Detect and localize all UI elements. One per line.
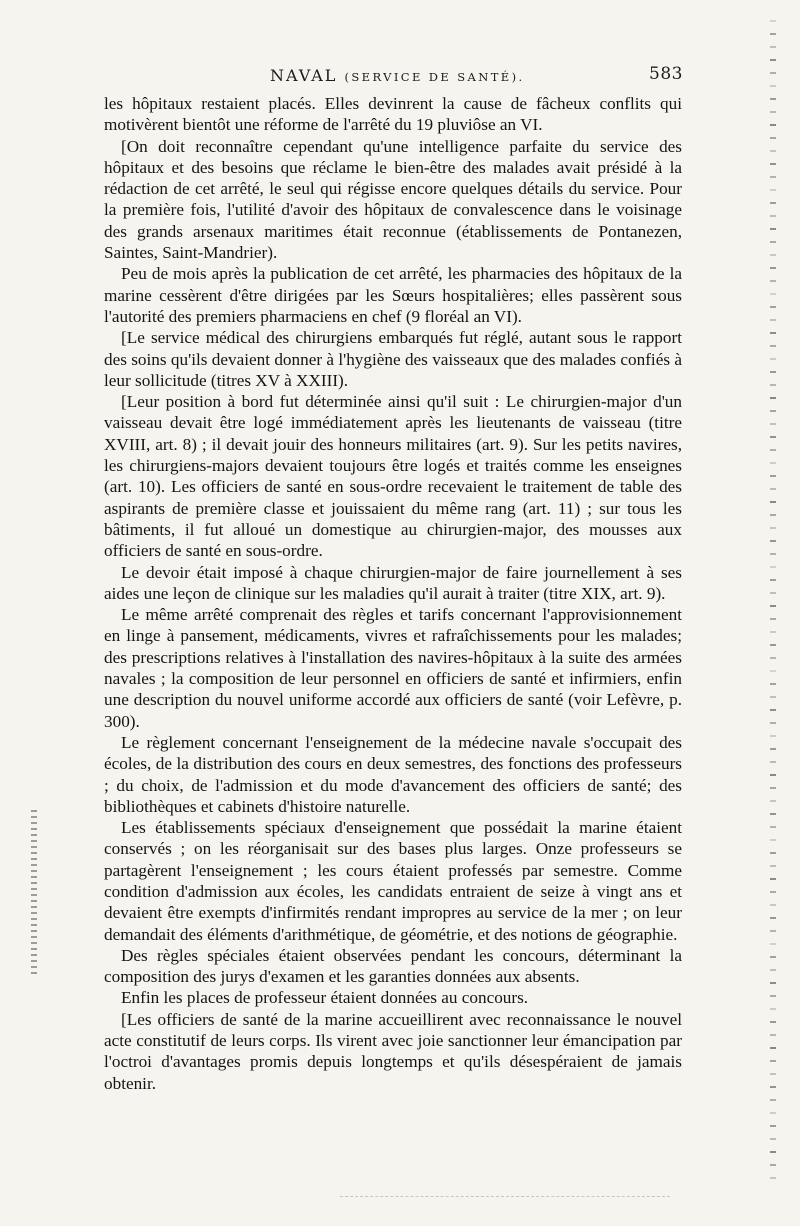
scan-margin-marks-left bbox=[31, 810, 39, 980]
paragraph: Le même arrêté comprenait des règles et tarifs concernant l'approvisionnement en linge à pansement, médicaments, vivres et rafraîchissements pour les malades; des prescriptions relatives à l'installation des navires-hôpitaux à la suite des armées navales ; la composition de leur personnel en officiers de santé et infirmiers, enfin une description du nouvel uniforme accordé aux officiers de santé (voir Lefèvre, p. 300). bbox=[104, 605, 682, 731]
scan-tick bbox=[770, 839, 776, 841]
scan-tick bbox=[770, 709, 776, 711]
scan-tick bbox=[770, 943, 776, 945]
scan-tick bbox=[770, 33, 776, 35]
scan-tick bbox=[770, 761, 776, 763]
running-title-sub: (SERVICE DE SANTÉ). bbox=[344, 70, 525, 84]
scan-tick bbox=[770, 449, 776, 451]
scan-tick bbox=[31, 882, 37, 884]
scan-tick bbox=[31, 924, 37, 926]
scan-tick bbox=[770, 800, 776, 802]
scan-margin-marks-right bbox=[770, 20, 778, 1200]
scan-tick bbox=[770, 579, 776, 581]
paragraph: [On doit reconnaître cependant qu'une intelligence parfaite du service des hôpitaux et des besoins que réclame le bien-être des malades avait présidé à la rédaction de cet arrêté, le seul qui régisse encore quelques détails du service. Pour la première fois, l'utilité d'avoir des hôpitaux de convalescence dans le voisinage des grands arsenaux maritimes était reconnue (établissements de Pontanezen, Saintes, Saint-Mandrier). bbox=[104, 136, 682, 263]
scan-tick bbox=[770, 163, 776, 165]
scan-tick bbox=[31, 864, 37, 866]
scan-tick bbox=[770, 319, 776, 321]
scan-tick bbox=[770, 618, 776, 620]
scan-tick bbox=[770, 566, 776, 568]
scan-tick bbox=[770, 124, 776, 126]
scan-tick bbox=[31, 936, 37, 938]
paragraph: [Le service médical des chirurgiens embarqués fut réglé, autant sous le rapport des soins qu'ils devaient donner à l'hygiène des vaisseaux que des malades confiés à leur sollicitude (titres XV à XXIII). bbox=[104, 328, 682, 390]
scan-tick bbox=[31, 822, 37, 824]
scan-tick bbox=[770, 1008, 776, 1010]
scan-tick bbox=[770, 1021, 776, 1023]
scan-tick bbox=[770, 397, 776, 399]
scan-tick bbox=[770, 410, 776, 412]
scan-tick bbox=[770, 1164, 776, 1166]
scan-tick bbox=[770, 956, 776, 958]
paragraph: Le règlement concernant l'enseignement de la médecine navale s'occupait des écoles, de la distribution des cours en deux semestres, des fonctions des professeurs ; du choix, de l'admission et du mode d'avancement des officiers de santé; des bibliothèques et cabinets d'histoire naturelle. bbox=[104, 732, 682, 816]
scan-tick bbox=[770, 969, 776, 971]
body-text bbox=[104, 93, 682, 1094]
scan-tick bbox=[770, 85, 776, 87]
paragraph: [Leur position à bord fut déterminée ainsi qu'il suit : Le chirurgien-major d'un vaisseau devait être logé immédiatement après les lieutenants de vaisseau (titre XVIII, art. 8) ; il devait jouir des honneurs militaires (art. 9). Sur les petits navires, les chirurgiens-majors devaient toujours être logés et traités comme les enseignes (art. 10). Les officiers de santé en sous-ordre recevaient le traitement de table des aspirants de première classe et jouissaient du même rang (art. 11) ; sur tous les bâtiments, il fut alloué un domestique au chirurgien-major, des mousses aux officiers de santé en sous-ordre. bbox=[104, 392, 682, 561]
scan-tick bbox=[770, 748, 776, 750]
scan-tick bbox=[770, 72, 776, 74]
paragraph: Des règles spéciales étaient observées pendant les concours, déterminant la composition des jurys d'examen et les garanties données aux absents. bbox=[104, 945, 682, 987]
scan-tick bbox=[770, 592, 776, 594]
scan-tick bbox=[770, 683, 776, 685]
scan-tick bbox=[770, 1151, 776, 1153]
scan-tick bbox=[31, 828, 37, 830]
scan-tick bbox=[31, 906, 37, 908]
scan-tick bbox=[770, 865, 776, 867]
running-title bbox=[270, 66, 525, 85]
page-header bbox=[0, 66, 800, 90]
scan-tick bbox=[770, 241, 776, 243]
scan-tick bbox=[770, 657, 776, 659]
scan-tick bbox=[770, 215, 776, 217]
scan-tick bbox=[770, 293, 776, 295]
scan-tick bbox=[770, 202, 776, 204]
scan-tick bbox=[31, 852, 37, 854]
scan-tick bbox=[770, 371, 776, 373]
scan-tick bbox=[770, 59, 776, 61]
scan-tick bbox=[770, 462, 776, 464]
scan-tick bbox=[770, 852, 776, 854]
scan-tick bbox=[31, 966, 37, 968]
scan-tick bbox=[31, 918, 37, 920]
scan-tick bbox=[770, 306, 776, 308]
scan-tick bbox=[770, 631, 776, 633]
scan-tick bbox=[770, 345, 776, 347]
scan-tick bbox=[770, 1060, 776, 1062]
paragraph: Les établissements spéciaux d'enseignement que possédait la marine étaient conservés ; on les réorganisait sur des bases plus larges. Onze professeurs se partagèrent l'enseignement ; les cours étaient professés par semestre. Comme condition d'admission aux écoles, les candidats entraient de seize à vingt ans et devaient être exempts d'infirmités rendant impropres au service de la mer ; on leur demandait des éléments d'arithmétique, de géométrie, et des notions de géographie. bbox=[104, 818, 682, 944]
scan-tick bbox=[770, 358, 776, 360]
scan-tick bbox=[31, 942, 37, 944]
scan-tick bbox=[31, 810, 37, 812]
scan-tick bbox=[770, 475, 776, 477]
scan-tick bbox=[770, 735, 776, 737]
scan-tick bbox=[770, 20, 776, 22]
scan-tick bbox=[770, 488, 776, 490]
scan-tick bbox=[770, 826, 776, 828]
scan-tick bbox=[770, 813, 776, 815]
scan-tick bbox=[31, 960, 37, 962]
scan-tick bbox=[770, 891, 776, 893]
scan-tick bbox=[770, 423, 776, 425]
scan-tick bbox=[770, 436, 776, 438]
paragraph: Enfin les places de professeur étaient données au concours. bbox=[121, 988, 529, 1008]
scan-tick bbox=[770, 1125, 776, 1127]
scan-tick bbox=[770, 228, 776, 230]
scan-tick bbox=[770, 137, 776, 139]
scan-tick bbox=[770, 930, 776, 932]
page-number: 583 bbox=[649, 64, 683, 84]
scan-tick bbox=[31, 888, 37, 890]
scan-tick bbox=[770, 644, 776, 646]
scan-tick bbox=[770, 722, 776, 724]
scan-tick bbox=[770, 111, 776, 113]
paragraph: [Les officiers de santé de la marine accueillirent avec reconnaissance le nouvel acte constitutif de leurs corps. Ils virent avec joie sanctionner leur émancipation par l'octroi d'avantages promis depuis longtemps et qu'ils désespéraient de jamais obtenir. bbox=[104, 1009, 682, 1093]
scan-tick bbox=[31, 840, 37, 842]
scan-tick bbox=[770, 605, 776, 607]
scan-tick bbox=[31, 870, 37, 872]
scan-tick bbox=[770, 254, 776, 256]
scan-tick bbox=[770, 267, 776, 269]
scan-tick bbox=[770, 514, 776, 516]
scan-tick bbox=[770, 1099, 776, 1101]
scan-tick bbox=[770, 1047, 776, 1049]
scan-tick bbox=[770, 527, 776, 529]
scan-tick bbox=[31, 858, 37, 860]
paragraph: Le devoir était imposé à chaque chirurgien-major de faire journellement à ses aides une leçon de clinique sur les maladies qu'il aurait à traiter (titre XIX, art. 9). bbox=[104, 562, 682, 603]
scan-tick bbox=[770, 1138, 776, 1140]
scan-tick bbox=[31, 894, 37, 896]
scan-tick bbox=[770, 995, 776, 997]
paragraph: les hôpitaux restaient placés. Elles devinrent la cause de fâcheux conflits qui motivèrent bientôt une réforme de l'arrêté du 19 pluviôse an VI. bbox=[104, 94, 682, 135]
scan-tick bbox=[770, 982, 776, 984]
scan-tick bbox=[770, 917, 776, 919]
scan-tick bbox=[770, 384, 776, 386]
scan-tick bbox=[770, 1073, 776, 1075]
scan-tick bbox=[770, 332, 776, 334]
scan-tick bbox=[770, 878, 776, 880]
scan-tick bbox=[31, 816, 37, 818]
scan-tick bbox=[31, 912, 37, 914]
scan-tick bbox=[770, 280, 776, 282]
scan-tick bbox=[770, 189, 776, 191]
scan-tick bbox=[770, 774, 776, 776]
scan-tick bbox=[770, 1086, 776, 1088]
scan-tick bbox=[770, 1034, 776, 1036]
scan-tick bbox=[770, 1112, 776, 1114]
scan-tick bbox=[31, 948, 37, 950]
scan-tick bbox=[770, 501, 776, 503]
scan-tick bbox=[31, 930, 37, 932]
paragraph: Peu de mois après la publication de cet arrêté, les pharmacies des hôpitaux de la marine cessèrent d'être dirigées par les Sœurs hospitalières; elles passèrent sous l'autorité des premiers pharmaciens en chef (9 floréal an VI). bbox=[104, 264, 682, 326]
scan-tick bbox=[770, 150, 776, 152]
scan-tick bbox=[770, 46, 776, 48]
scan-tick bbox=[31, 846, 37, 848]
scan-tick bbox=[31, 834, 37, 836]
scan-tick bbox=[770, 553, 776, 555]
scan-tick bbox=[770, 696, 776, 698]
scan-tick bbox=[31, 972, 37, 974]
scan-tick bbox=[770, 176, 776, 178]
scan-tick bbox=[770, 1177, 776, 1179]
scan-tick bbox=[770, 540, 776, 542]
scan-tick bbox=[31, 900, 37, 902]
scan-bottom-marks bbox=[340, 1196, 670, 1199]
scan-tick bbox=[770, 787, 776, 789]
running-title-main: NAVAL bbox=[270, 66, 338, 85]
scan-tick bbox=[31, 876, 37, 878]
scan-tick bbox=[770, 670, 776, 672]
scan-tick bbox=[770, 98, 776, 100]
scan-tick bbox=[770, 904, 776, 906]
scan-tick bbox=[31, 954, 37, 956]
